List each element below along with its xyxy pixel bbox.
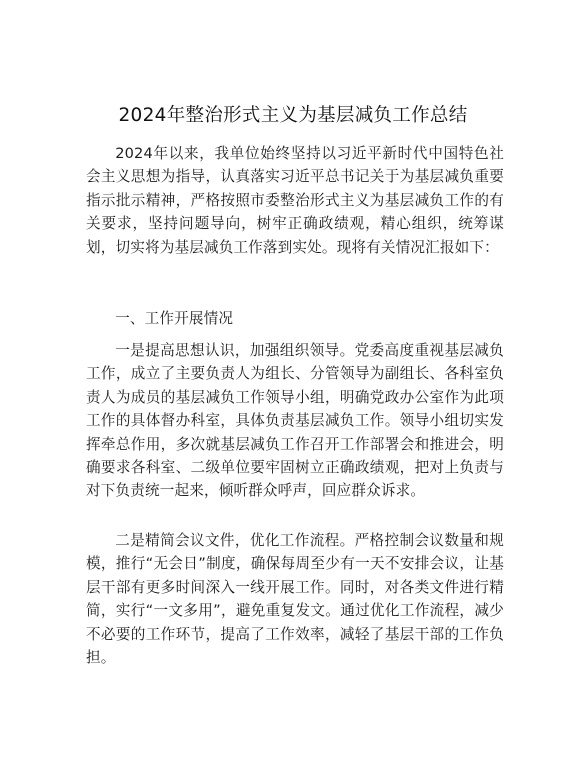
section-heading: 一、工作开展情况 — [115, 310, 234, 327]
body-paragraph-1 — [86, 339, 504, 503]
intro-text: 2024年以来，我单位始终坚持以习近平新时代中国特色社会主义思想为指导，认真落实习近平总书记关于为基层减负重要指示批示精神，严格按照市委整治形式主义为基层减负工作的有关要求，坚持问题导向，树牢正确政绩观，精心组织，统筹谋划，切实将为基层减负工作落到实处。现将有关情况汇报如下： — [86, 145, 504, 256]
paragraph-text: 二是精简会议文件，优化工作流程。严格控制会议数量和规模，推行“无会日”制度，确保每周至少有一天不安排会议，让基层干部有更多时间深入一线开展工作。同时，对各类文件进行精简，实行“一文多用”，避免重复发文。通过优化工作流程，减少不必要的工作环节，提高了工作效率，减轻了基层干部的工作负担。 — [86, 532, 504, 667]
body-paragraph-2 — [86, 529, 504, 669]
document-title: 2024年整治形式主义为基层减负工作总结 — [118, 105, 468, 126]
intro-paragraph — [86, 142, 504, 259]
paragraph-text: 一是提高思想认识，加强组织领导。党委高度重视基层减负工作，成立了主要负责人为组长、分管领导为副组长、各科室负责人为成员的基层减负工作领导小组，明确党政办公室作为此项工作的具体督办科室，具体负责基层减负工作。领导小组切实发挥牵总作用，多次就基层减负工作召开工作部署会和推进会，明确要求各科室、二级单位要牢固树立正确政绩观，把对上负责与对下负责统一起来，倾听群众呼声，回应群众诉求。 — [86, 342, 504, 500]
